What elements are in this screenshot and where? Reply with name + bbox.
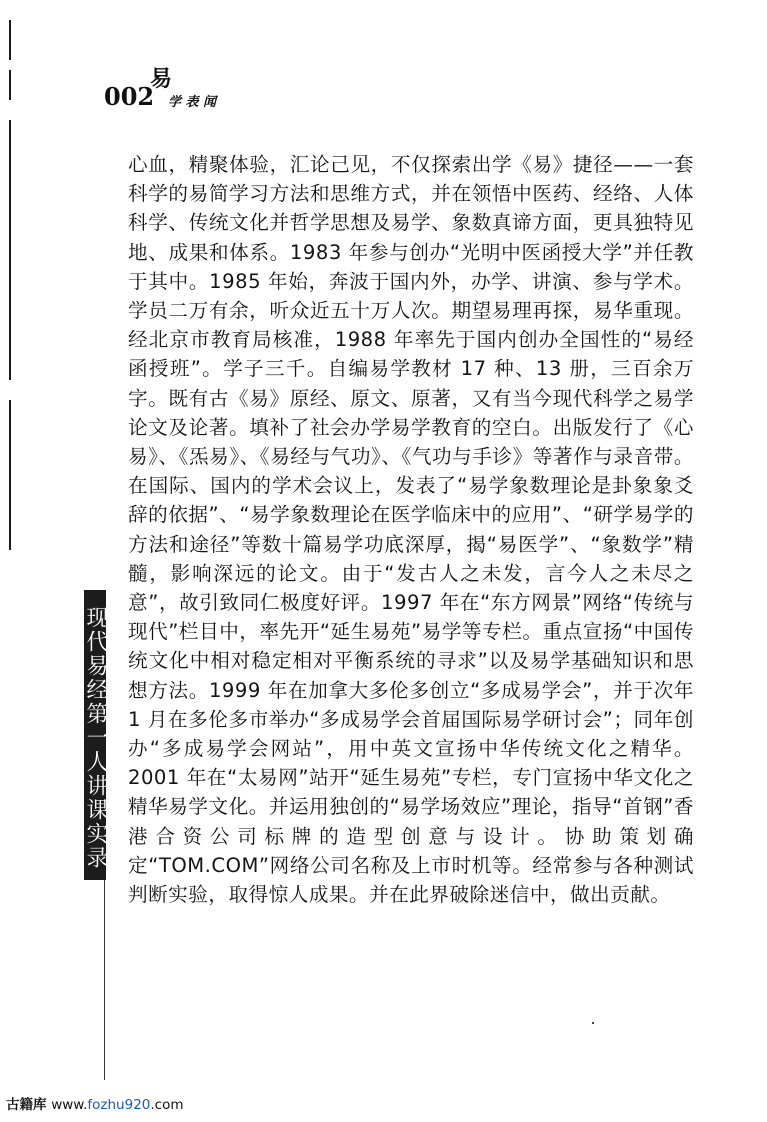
side-tab-book-title: 现代易经第一人讲课实录 bbox=[84, 590, 106, 880]
scan-speck bbox=[592, 1022, 594, 1024]
body-text bbox=[128, 150, 694, 909]
body-paragraph: 心血，精聚体验，汇论己见，不仅探索出学《易》捷径——一套科学的易简学习方法和思维方式，并在领悟中医药、经络、人体科学、传统文化并哲学思想及易学、象数真谛方面，更具独特见地、成果和体系。1983 年参与创办“光明中医函授大学”并任教于其中。1985 年始，奔波于国内外，办学、讲演、参与学术。学员二万有余，听众近五十万人次。期望易理再探，易华重现。经北京市教育局核准，1988 年率先于国内创办全国性的“易经函授班”。学子三千。自编易学教材 17 种、13 册，三百余万字。既有古《易》原经、原文、原著，又有当今现代科学之易学论文及论著。填补了社会办学易学教育的空白。出版发行了《心易》、《炁易》、《易经与气功》、《气功与手诊》等著作与录音带。在国际、国内的学术会议上，发表了“易学象数理论是卦象象爻辞的依据”、“易学象数理论在医学临床中的应用”、“研学易学的方法和途径”等数十篇易学功底深厚，揭“易医学”、“象数学”精髓，影响深远的论文。由于“发古人之未发，言今人之未尽之意”，故引致同仁极度好评。1997 年在“东方网景”网络“传统与现代”栏目中，率先开“延生易苑”易学等专栏。重点宣扬“中国传统文化中相对稳定相对平衡系统的寻求”以及易学基础知识和思想方法。1999 年在加拿大多伦多创立“多成易学会”，并于次年 1 月在多伦多市举办“多成易学会首届国际易学研讨会”；同年创办“多成易学会网站”，用中英文宣扬中华传统文化之精华。2001 年在“太易网”站开“延生易苑”专栏，专门宣扬中华文化之精华易学文化。并运用独创的“易学场效应”理论，指导“首钢”香港合资公司标牌的造型创意与设计。协助策划确定“TOM.COM”网络公司名称及上市时机等。经常参与各种测试判断实验，取得惊人成果。并在此界破除迷信中，做出贡献。 bbox=[128, 153, 694, 907]
left-margin-rule bbox=[9, 120, 11, 380]
footer-watermark bbox=[6, 1093, 184, 1113]
left-margin-rule bbox=[9, 70, 11, 100]
running-head bbox=[150, 62, 216, 110]
footer-site-link[interactable]: www.fozhu920.com bbox=[51, 1097, 184, 1113]
gutter-line bbox=[104, 880, 105, 1080]
footer-label: 古籍库 bbox=[6, 1097, 47, 1113]
left-margin-rule bbox=[9, 400, 11, 550]
running-head-main: 易 bbox=[150, 67, 173, 92]
running-head-sub: 学 表 闻 bbox=[168, 95, 217, 110]
left-margin-rule bbox=[9, 20, 11, 60]
page-number: 002 bbox=[104, 82, 155, 111]
